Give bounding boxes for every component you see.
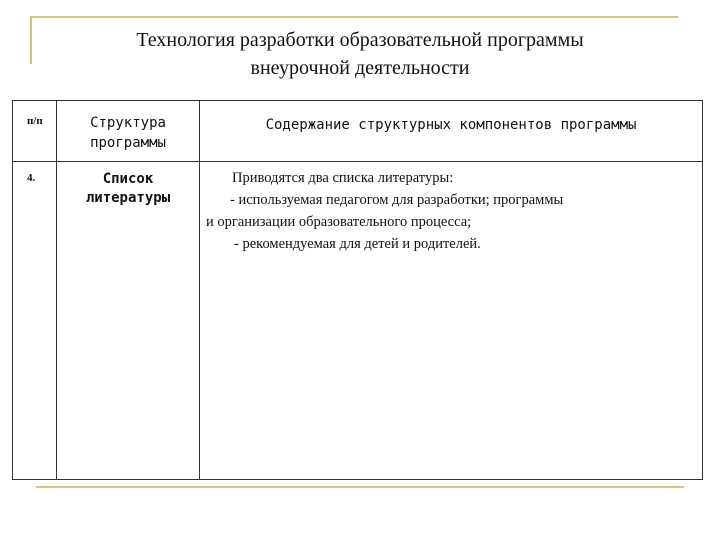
- header-num: п/п: [27, 115, 43, 127]
- slide-title-line-1: Технология разработки образовательной программы: [136, 29, 584, 51]
- row-structure: Список литературы: [85, 171, 171, 206]
- header-structure: Структура программы: [90, 115, 166, 151]
- decorative-top-line: [30, 16, 678, 18]
- program-structure-table: [12, 100, 703, 480]
- row-num: 4.: [27, 172, 36, 184]
- header-content-cell: [200, 101, 703, 162]
- row-structure-cell: [57, 162, 200, 480]
- row-content-line-1: Приводятся два списка литературы:: [232, 170, 454, 186]
- header-structure-cell: [57, 101, 200, 162]
- row-content: [200, 162, 702, 255]
- header-content: Содержание структурных компонентов программы: [265, 117, 637, 133]
- decorative-bottom-line: [36, 486, 684, 488]
- row-content-cell: [200, 162, 703, 480]
- table-row: [13, 162, 703, 480]
- slide-title: [40, 26, 680, 82]
- decorative-left-line: [30, 16, 32, 64]
- row-content-line-4: - рекомендуемая для детей и родителей.: [234, 236, 481, 252]
- slide-title-line-2: внеурочной деятельности: [250, 57, 470, 79]
- row-content-line-2: - используемая педагогом для разработки; программы: [230, 192, 564, 208]
- row-content-line-3: и организации образовательного процесса;: [206, 214, 472, 230]
- row-num-cell: [13, 162, 57, 480]
- table-header-row: [13, 101, 703, 162]
- header-num-cell: [13, 101, 57, 162]
